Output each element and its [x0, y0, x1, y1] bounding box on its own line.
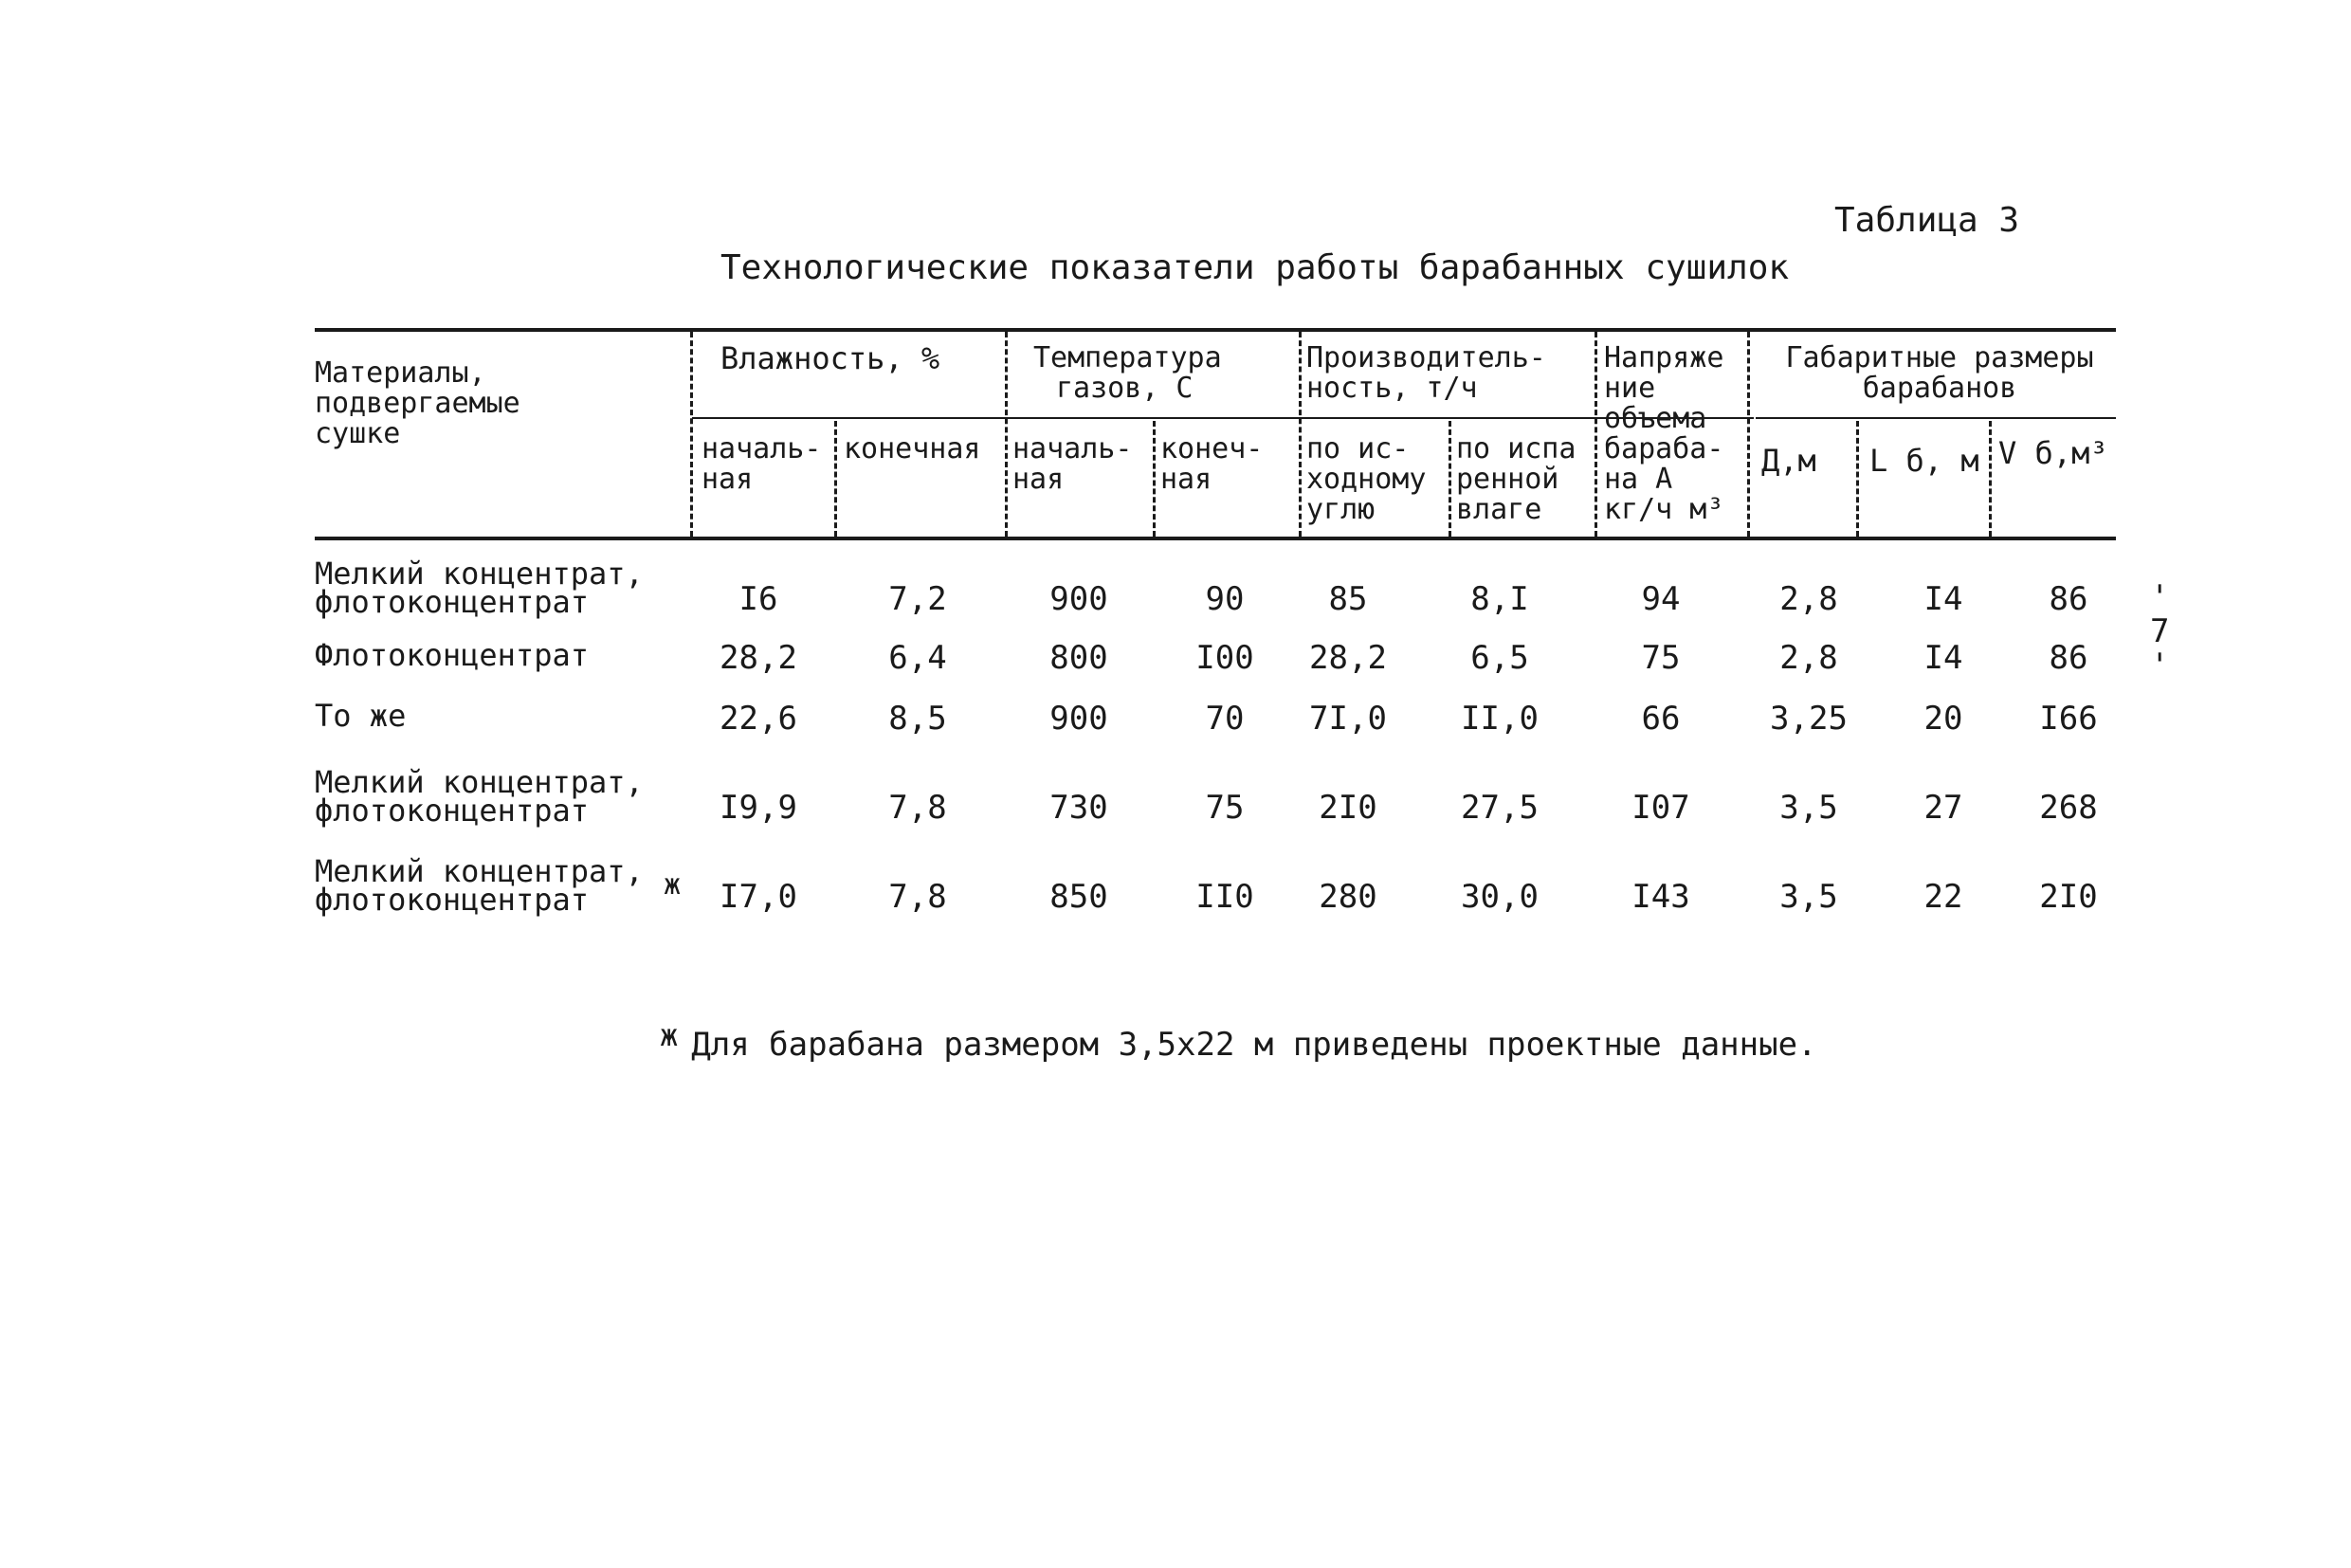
material-line: То же: [315, 698, 407, 734]
header-temp-final: конеч- ная: [1160, 432, 1264, 496]
header-temperature: Температура газов, С: [1033, 341, 1222, 405]
table-cell: 94: [1641, 580, 1681, 618]
header-dim-l: L б, м: [1869, 443, 1979, 479]
table-cell: 86: [2049, 580, 2088, 618]
table-cell: 75: [1205, 789, 1245, 827]
header-bottom-rule: [315, 537, 2116, 540]
table-cell: II,0: [1461, 700, 1539, 738]
col-sep-10: [1989, 421, 1992, 537]
table-cell: I07: [1631, 789, 1690, 827]
header-dim-v: V б,м³: [1998, 435, 2108, 471]
table-caption: Таблица 3: [1834, 201, 2020, 240]
material-line: флотоконцентрат: [315, 793, 589, 829]
material-line: флотоконцентрат: [315, 584, 589, 620]
col-sep-5: [1299, 332, 1302, 537]
table-cell: 28,2: [1309, 639, 1387, 677]
material-line: Мелкий концентрат,: [315, 764, 644, 800]
header-materials: Материалы, подвергаемые сушке: [315, 356, 520, 450]
table-cell: 22,6: [720, 700, 797, 738]
page-number-top: ': [2150, 578, 2170, 616]
table-cell: 2,8: [1779, 580, 1838, 618]
col-sep-6: [1449, 421, 1451, 537]
table-top-rule: [315, 328, 2116, 332]
material-line: Флотоконцентрат: [315, 637, 589, 673]
footnote-text: Для барабана размером 3,5x22 м приведены проектные данные.: [691, 1026, 1817, 1064]
table-cell: I4: [1923, 580, 1963, 618]
table-cell: 66: [1641, 700, 1681, 738]
table-cell: 6,5: [1470, 639, 1529, 677]
table-cell: 850: [1049, 878, 1108, 916]
table-cell: 85: [1328, 580, 1368, 618]
table-cell: 27: [1923, 789, 1963, 827]
header-temp-initial: началь- ная: [1012, 432, 1133, 496]
table-cell: I4: [1923, 639, 1963, 677]
table-cell: 6,4: [888, 639, 947, 677]
material-line: флотоконцентрат: [315, 882, 589, 918]
header-prod-coal: по ис- ходному углю: [1306, 432, 1427, 526]
table-cell: I66: [2039, 700, 2098, 738]
table-cell: 2,8: [1779, 639, 1838, 677]
table-cell: 7,2: [888, 580, 947, 618]
table-cell: I6: [738, 580, 778, 618]
header-mid-rule-right: [1756, 417, 2116, 419]
page-number-digit: 7: [2150, 612, 2170, 650]
header-prod-moisture: по испа ренной влаге: [1456, 432, 1576, 526]
table-cell: I00: [1195, 639, 1254, 677]
col-sep-4: [1153, 421, 1156, 537]
table-cell: 28,2: [720, 639, 797, 677]
table-cell: 730: [1049, 789, 1108, 827]
footnote-mark: ж: [660, 1017, 679, 1053]
col-sep-7: [1595, 332, 1597, 537]
page-number: [2150, 580, 2169, 683]
table-cell: 70: [1205, 700, 1245, 738]
table-cell: 3,5: [1779, 878, 1838, 916]
col-sep-9: [1856, 421, 1859, 537]
table-cell: 3,5: [1779, 789, 1838, 827]
table-title: Технологические показатели работы барабанных сушилок: [720, 248, 1790, 287]
table-cell: I43: [1631, 878, 1690, 916]
table-cell: 8,I: [1470, 580, 1529, 618]
table-cell: 2I0: [1319, 789, 1377, 827]
row-material: [315, 698, 407, 734]
row-footnote-mark: ж: [664, 868, 682, 902]
table-cell: 2I0: [2039, 878, 2098, 916]
table-cell: 27,5: [1461, 789, 1539, 827]
table-cell: 3,25: [1770, 700, 1848, 738]
table-cell: II0: [1195, 878, 1254, 916]
header-dimensions: Габаритные размеры барабанов: [1785, 341, 2094, 405]
table-cell: 30,0: [1461, 878, 1539, 916]
col-sep-8: [1747, 332, 1750, 537]
col-sep-3: [1005, 332, 1008, 537]
table-cell: 7,8: [888, 789, 947, 827]
header-moisture-final: конечная: [844, 432, 981, 465]
row-material: [315, 556, 644, 620]
col-sep-2: [834, 421, 837, 537]
col-sep-1: [690, 332, 693, 537]
row-material: [315, 853, 644, 918]
table-cell: 7,8: [888, 878, 947, 916]
header-moisture-initial: началь- ная: [702, 432, 822, 496]
table-cell: 7I,0: [1309, 700, 1387, 738]
table-cell: 86: [2049, 639, 2088, 677]
page-number-bottom: ': [2150, 647, 2170, 684]
material-line: Мелкий концентрат,: [315, 556, 644, 592]
table-cell: 20: [1923, 700, 1963, 738]
table-cell: 280: [1319, 878, 1377, 916]
table-cell: I9,9: [720, 789, 797, 827]
row-material: [315, 764, 644, 829]
header-moisture: Влажность, %: [720, 340, 940, 376]
table-cell: 800: [1049, 639, 1108, 677]
table-cell: I7,0: [720, 878, 797, 916]
table-cell: 8,5: [888, 700, 947, 738]
table-cell: 90: [1205, 580, 1245, 618]
table-cell: 900: [1049, 580, 1108, 618]
table-cell: 75: [1641, 639, 1681, 677]
header-productivity: Производитель- ность, т/ч: [1306, 341, 1546, 405]
table-cell: 268: [2039, 789, 2098, 827]
footnote: [660, 1017, 1817, 1064]
header-volume-stress: Напряже ние объема бараба- на А кг/ч м³: [1604, 341, 1724, 526]
row-material: [315, 637, 589, 673]
table-cell: 22: [1923, 878, 1963, 916]
material-line: Мелкий концентрат,: [315, 853, 644, 889]
header-dim-d: Д,м: [1761, 443, 1816, 479]
table-cell: 900: [1049, 700, 1108, 738]
